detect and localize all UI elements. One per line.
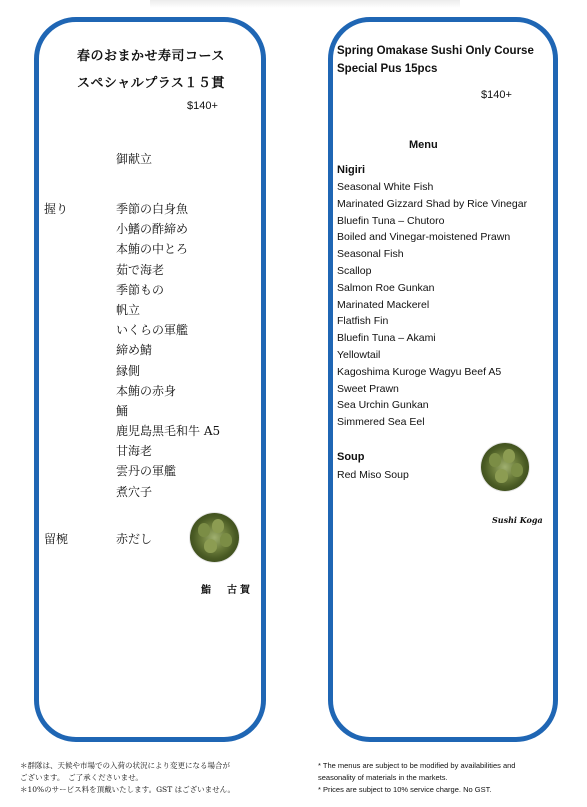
- en-shop-signature: Sushi Koga: [492, 515, 543, 525]
- jp-footnote-line: ございます。 ご了承くださいませ。: [20, 773, 143, 782]
- jp-nigiri-item: 帆立: [116, 302, 141, 317]
- jp-nigiri-item: 茹で海老: [116, 262, 165, 277]
- jp-nigiri-item: 締め鯖: [116, 343, 153, 358]
- en-nigiri-item: Bluefin Tuna – Chutoro: [337, 214, 445, 227]
- jp-nigiri-item: いくらの軍艦: [116, 323, 189, 338]
- en-soup-heading: Soup: [337, 451, 365, 463]
- en-nigiri-item: Kagoshima Kuroge Wagyu Beef A5: [337, 365, 502, 378]
- jp-footnote-line: ＊10%のサービス料を頂戴いたします。GST はございません。: [20, 785, 236, 794]
- en-footnote-line: * Prices are subject to 10% service charge. No GST.: [318, 785, 492, 794]
- jp-price: $140+: [187, 100, 218, 112]
- en-title-line1: Spring Omakase Sushi Only Course: [337, 45, 534, 57]
- fiddlehead-photo: [190, 513, 239, 562]
- en-nigiri-item: Marinated Mackerel: [337, 298, 430, 311]
- en-soup-item: Red Miso Soup: [337, 469, 409, 481]
- en-nigiri-item: Salmon Roe Gunkan: [337, 281, 435, 294]
- jp-nigiri-item: 季節の白身魚: [116, 202, 189, 216]
- en-nigiri-item: Simmered Sea Eel: [337, 416, 425, 429]
- jp-nigiri-item: 鯒: [116, 403, 129, 418]
- jp-title-line1: 春のおまかせ寿司コース: [77, 49, 225, 64]
- jp-shop-signature: 鮨 古賀: [201, 585, 253, 596]
- en-price: $140+: [481, 89, 512, 101]
- jp-soup-label: 留椀: [44, 532, 69, 546]
- jp-nigiri-item: 煮穴子: [116, 484, 153, 499]
- jp-soup-item: 赤だし: [116, 532, 153, 546]
- en-nigiri-item: Seasonal Fish: [337, 248, 404, 261]
- en-nigiri-item: Flatfish Fin: [337, 315, 389, 328]
- jp-footnote: [20, 760, 290, 796]
- en-nigiri-item: Bluefin Tuna – Akami: [337, 332, 436, 345]
- en-nigiri-item: Seasonal White Fish: [337, 181, 434, 193]
- jp-nigiri-item: 縁側: [116, 363, 141, 378]
- fiddlehead-photo: [481, 443, 529, 491]
- jp-nigiri-item: 甘海老: [116, 444, 153, 459]
- en-nigiri-item: Marinated Gizzard Shad by Rice Vinegar: [337, 197, 528, 210]
- jp-nigiri-label: 握り: [44, 202, 69, 216]
- jp-menu-heading: 御献立: [116, 152, 153, 166]
- en-nigiri-item: Boiled and Vinegar-moistened Prawn: [337, 231, 511, 244]
- en-nigiri-item: Yellowtail: [337, 348, 381, 361]
- jp-nigiri-item: 雲丹の軍艦: [116, 464, 177, 479]
- en-nigiri-item: Scallop: [337, 264, 372, 277]
- en-nigiri-list: [337, 179, 527, 431]
- en-footnote-line: seasonality of materials in the markets.: [318, 773, 448, 782]
- jp-footnote-line: ＊群隊は、天候や市場での入荷の状況により変更になる場合が: [20, 761, 230, 770]
- en-nigiri-item: Sweet Prawn: [337, 382, 399, 395]
- en-nigiri-heading: Nigiri: [337, 164, 366, 176]
- jp-nigiri-item: 小鰭の酢締め: [116, 222, 189, 237]
- en-footnote: [318, 760, 582, 796]
- jp-title-line2: スペシャルプラス１５貫: [77, 76, 225, 91]
- jp-nigiri-list: [116, 200, 220, 503]
- en-nigiri-item: Sea Urchin Gunkan: [337, 399, 429, 412]
- jp-nigiri-item: 本鮪の赤身: [116, 383, 177, 398]
- jp-nigiri-item: 鹿児島黒毛和牛 A5: [116, 424, 221, 439]
- jp-nigiri-item: 季節もの: [116, 282, 165, 297]
- en-menu-heading: Menu: [409, 139, 438, 151]
- en-footnote-line: * The menus are subject to be modified by availabilities and: [318, 761, 516, 770]
- jp-nigiri-item: 本鮪の中とろ: [116, 242, 189, 257]
- en-title-line2: Special Pus 15pcs: [337, 63, 438, 75]
- top-edge-shadow: [150, 0, 460, 8]
- en-soup-list: [337, 467, 409, 484]
